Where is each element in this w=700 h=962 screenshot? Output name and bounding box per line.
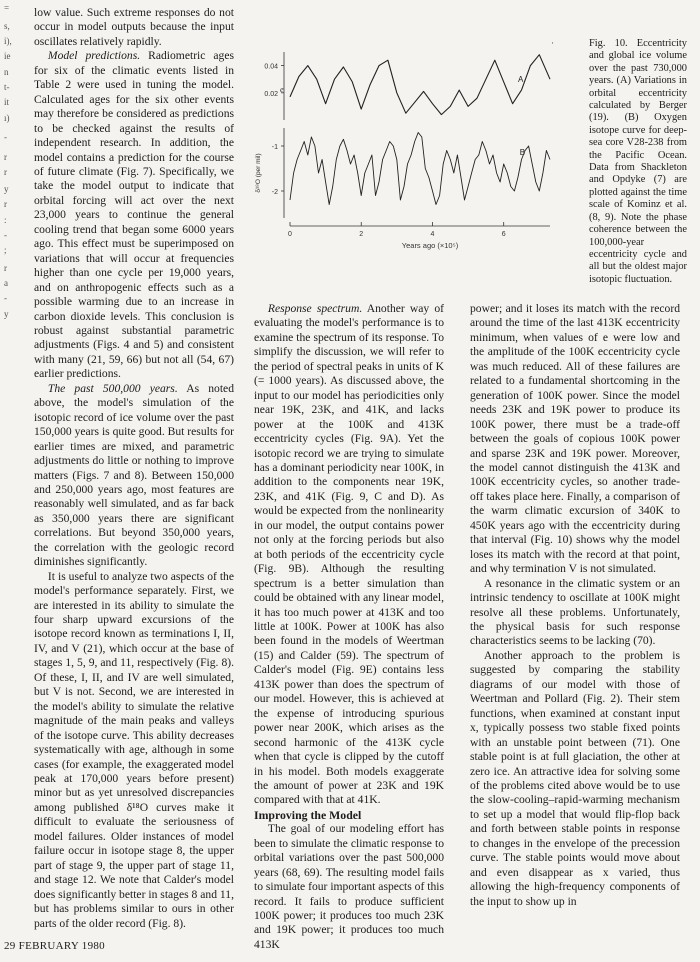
paragraph-text: Another way of evaluating the model's performance is to examine the spectrum of its response. To simplify the discussion, we will refer to the period of spectral peaks in units of K (= 1000 years). As discussed above, the input to our model has periodicities only near 19K, 23K, and 41K, and lacks power at the 100K and 413K eccentricity cycles (Fig. 9A). Yet the isotopic record we are trying to simulate has a dominant periodicity near 100K, in addition to the components near 19K, 23K, and 41K (Fig. 9, C and D). As would be expected from the nonlinearity in our model, the output contains power not only at the forcing periods but also at both periods of the eccentricity cycle (Fig. 9B). Although the resulting spectrum is a better simulation than could be obtained with any linear model, it has too much power at 413K and too little at 100K. Power at 100K has also been found in the models of Weertman (15) and Calder (59). The spectrum of Calder's model (Fig. 9E) contains less 413K power than does the spectrum of our model. However, this is achieved at the expense of introducing spurious power near 200K, which arises as the second harmonic of the 413K cycle when that cycle is clipped by the cutoff in his model. Both models exaggerate the amount of power at 23K and 19K compared with that at 41K.: [254, 302, 444, 807]
caption-text: Fig. 10. Eccentricity and global ice volume over the past 730,000 years. (A) Variations in orbital eccentricity calculated by Berger (19). (B) Oxygen isotope curve for deep-sea core V28-238 from the Pacific Ocean. Data from Shackleton and Opdyke (7) are plotted against the time scale of Kominz et al. (8, 9). Note the phase coherence between the 100,000-year eccentricity cycle and all but the oldest major isotopic fluctuation.: [589, 38, 687, 285]
stray-mark: ·: [551, 38, 554, 48]
text-column-3: [470, 302, 680, 909]
paragraph: [34, 382, 234, 570]
margin-fragment: ı): [4, 113, 10, 123]
margin-fragment: -: [4, 230, 7, 240]
left-margin-fragments: [0, 0, 26, 962]
margin-fragment: -: [4, 132, 7, 142]
paragraph: The goal of our modeling effort has been to simulate the climatic response to orbital variations over the past 500,000 years (68, 69). The resulting model fails to simulate four important aspects of this record. It fails to produce sufficient 100K power; it produces too much 23K and 19K power; it produces too much 413K: [254, 822, 444, 951]
margin-fragment: r: [4, 167, 7, 177]
margin-fragment: r: [4, 199, 7, 209]
x-axis-label: Years ago (×10⁵): [401, 241, 459, 250]
figure-static: [255, 52, 550, 250]
margin-fragment: n: [4, 67, 9, 77]
margin-fragment: t-: [4, 82, 10, 92]
margin-fragment: i),: [4, 36, 12, 46]
series-b-line: [290, 133, 550, 205]
figure-chart: [248, 42, 588, 294]
margin-fragment: =: [4, 3, 10, 13]
figure-caption: [589, 38, 687, 286]
y-tick-label-a: 0.02: [264, 90, 278, 98]
paragraph: [34, 49, 234, 381]
margin-fragment: a: [4, 278, 8, 288]
paragraph-text: As noted above, the model's simulation of the isotopic record of ice volume over the past 150,000 years is quite good. But results for earlier times are mixed, and parametric adjustments do little or nothing to improve matters (Figs. 7 and 8). Between 150,000 and 250,000 years ago, most features are reasonably well simulated, and as far back as 350,000 years there are significant correlations. But beyond 350,000 years, the correlation with the geologic record diminishes significantly.: [34, 381, 234, 569]
paragraph: Another approach to the problem is suggested by comparing the stability diagrams of our model with those of Weertman and Pollard (Fig. 2). Their stem functions, when examined at constant input x, typically possess two stable fixed points with an unstable point between (71). One stable point is at full glaciation, the other at zero ice. An attractive idea for solving some of the problems cited above would be to use the slow-cooling–rapid-warming mechanism to set up a model that would flip-flop back and forth between stable points in response to changes in the envelope of the precession curve. The stable points would move about and even disappear as x varied, thus allowing the high-frequency components of the input to show up in: [470, 648, 680, 908]
text-column-2: [254, 302, 444, 952]
y-axis-label: δ¹⁸O (per mil): [255, 153, 262, 193]
x-tick-label: 4: [430, 231, 435, 238]
y-tick-label-b: -1: [271, 144, 278, 151]
x-tick-label: 6: [501, 231, 506, 238]
run-in-heading: Response spectrum.: [267, 302, 363, 315]
margin-fragment: r: [4, 152, 7, 162]
paragraph-text: Radiometric ages for six of the climatic events listed in Table 2 were used in tuning the model. Calculated ages for the six other events may therefore be considered as predictions to be checked against the results of independent research. In addition, the model contains a prediction for the course of future climate (Fig. 7). Specifically, we take the model output to indicate that orbital forcing will act over the next 23,000 years to continue the general cooling trend that began some 6000 years ago. This effect must be superimposed on variations that will occur at frequencies higher than one cycle per 19,000 years, and on anthropogenic effects such as a possible warming due to an increase in carbon dioxide levels. This conclusion is robust against substantial parametric adjustments (Figs. 4 and 5) and consistent with many (21, 59, 66) but not all (54, 67) earlier predictions.: [34, 49, 234, 381]
y-tick-label-a: 0.04: [264, 63, 278, 71]
e-symbol: e: [280, 85, 284, 94]
margin-fragment: r: [4, 263, 7, 273]
margin-fragment: s,: [4, 21, 10, 31]
panel-b-label: B: [519, 148, 526, 157]
series-a-line: [290, 55, 550, 115]
x-tick-label: 2: [359, 231, 364, 238]
figure-10: [248, 42, 588, 294]
run-in-heading: Model predictions.: [47, 49, 141, 63]
margin-fragment: ;: [4, 245, 7, 255]
margin-fragment: :: [4, 215, 7, 225]
margin-fragment: -: [4, 293, 7, 303]
page-footer-date: 29 FEBRUARY 1980: [4, 940, 105, 952]
margin-fragment: y: [4, 184, 9, 194]
y-tick-label-b: -2: [271, 189, 278, 196]
margin-fragment: ie: [4, 51, 11, 61]
panel-a-label: A: [517, 75, 524, 85]
figure-lines: [290, 55, 550, 205]
paragraph: [254, 302, 444, 808]
text-column-1: [34, 6, 234, 931]
paragraph: power; and it loses its match with the record around the time of the last 413K eccentricity minimum, when values of e were low and the amplitude of the 100K eccentricity cycle was much reduced. All of these failures are related to a fundamental shortcoming in the generation of 100K power. Since the model needs 23K and 19K power to produce its 100K power, there must be a trade-off between the goals of copious 100K power and sparse 23K and 19K power. Moreover, the model cannot distinguish the 413K and 100K eccentricity cycles, so another trade-off takes place here. Finally, a comparison of the warm climatic excursion of 340K to 450K years ago with the eccentricity during that interval (Fig. 10) shows why the model loses its match with the record at that point, and why termination V is not simulated.: [470, 302, 680, 576]
paragraph: low value. Such extreme responses do not occur in model outputs because the input oscillates relatively rapidly.: [34, 6, 234, 48]
paragraph: A resonance in the climatic system or an intrinsic tendency to oscillate at 100K might resolve all these problems. Unfortunately, the physical basis for such response characteristics seems to be lacking (70).: [470, 576, 680, 648]
paragraph: It is useful to analyze two aspects of the model's performance separately. First, we are interested in its ability to simulate the four sharp upward excursions of the isotope record known as terminations I, II, IV, and V (21), which occur at the base of stages 1, 5, 9, and 11, respectively (Fig. 8). Of these, I, II, and IV are well simulated, but V is not. Second, we are interested in the model's ability to simulate the relative magnitude of the main peaks and valleys of the isotope curve. This ability decreases systematically with age, although in some cases (for example, the exaggerated model peak at 170,000 years before present) minor but as yet unresolved discrepancies among published δ¹⁸O curves make it difficult to evaluate the seriousness of model failures. Older instances of model failure occur in isotope stage 8, the upper part of stage 9, the upper part of stage 11, and stage 12. We note that Calder's model does significantly better in stages 8 and 11, but has problems similar to ours in other parts of the older record (Fig. 8).: [34, 569, 234, 930]
margin-fragment: it: [4, 97, 10, 107]
margin-fragment: y: [4, 309, 9, 319]
section-heading: Improving the Model: [254, 807, 362, 822]
run-in-heading: The past 500,000 years.: [47, 381, 178, 395]
x-tick-label: 0: [288, 231, 292, 238]
